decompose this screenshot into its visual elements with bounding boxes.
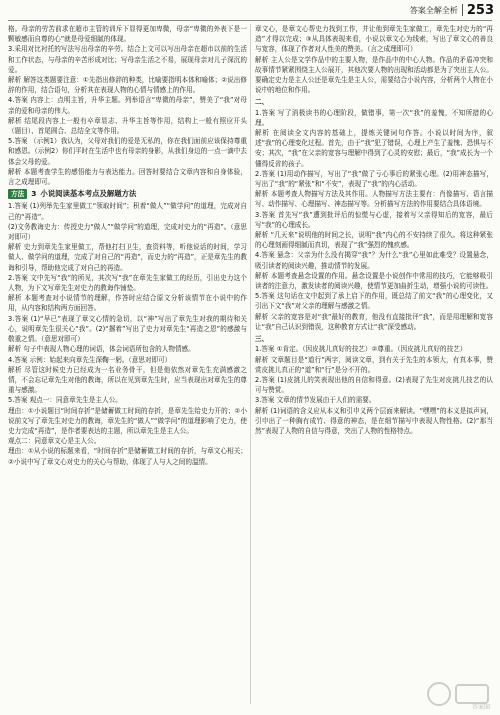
right-para-3: 1.答案 写了消极读书的心理阶段，做错事，第一次“我”的羞愧，不知所措的心理。 [255, 108, 493, 127]
right-para-9: 4.答案 悬念：父亲为什么没有揭穿“我”？为什么“我”心里如此难受？设置悬念，吸引读者的阅读兴趣，推动情节的发展。 [255, 251, 493, 270]
left-para-2: 3.采用对比衬托的写法写出母亲的辛劳。结合上文可以写出母亲在超市以前的生活和工作状态，与母亲的辛苦形成对比；写母亲生活之不易，展现母亲对儿子深沉的爱。 [8, 45, 247, 74]
left-para-7: 解析 本题考查学生的感悟能力与表达能力。回答时要结合文章内容和自身体验，言之成理即可。 [8, 167, 247, 187]
page-number: 253 [466, 2, 494, 18]
section-title: 小说阅读基本考点及解题方法 [40, 189, 137, 199]
left-para-18: 理由：①小说题目“时间存折”是储蓄做工时间的存折，是章先生给史力开的；②小说前文写了章先生对史力的教诲，章先生的“做人”“做学问”的道理影响了史力，使史力完成“再造”，是作者要表达的主题，所以章先生是主人公。 [8, 406, 247, 435]
left-para-6: 5.答案 （示例1）我认为，父母对我们的爱是无私的，你在我们面前应该保持尊重和感恩。（示例2）你们平时在生活中也有母亲的身影，从我们身边的一点一滴中去体会父母的爱。 [8, 137, 247, 166]
section-heading [8, 189, 247, 199]
right-para-2: 解析 主人公是文学作品中的主要人物，是作品中的中心人物。作品的矛盾冲突和故事情节紧紧围绕主人公展开，其他次要人物的出现和活动都是为了突出主人公。要确定史力是主人公还是章先生是主人公，需要结合小说内容，分析两个人物在小说中的地位和作用。 [255, 55, 493, 95]
left-column [8, 24, 247, 710]
section-badge: 方法 [8, 189, 27, 199]
right-para-4: 解析 在阅读全文内容的基础上，提炼关键词句作答。小说以时间为序，叙述“我”的心理变化过程。首先，由于“我”犯了错误，心理上产生了羞愧、恐惧与不安；其次，“我”在父亲的宽容与理解中得到了心灵的安慰；最后，“我”成长为一个懂得反省的孩子。 [255, 129, 493, 168]
right-para-8: 解析 “几天来”说明他的时间之长，说明“我”内心的不安持续了很久。将这种紧张的心理刻画得细腻而真切，表现了“我”强烈的愧疚感。 [255, 231, 493, 250]
left-para-15: 4.答案 示例：始起来向章先生深鞠一躬。（意思对即可） [8, 355, 172, 364]
right-section-3: 三、 [255, 335, 269, 344]
right-para-12: 解析 父亲的宽容是对“我”最好的教育，他没有直接批评“我”，而是用理解和宽容让“我”自己认识到错误，这种教育方式让“我”深受感动。 [255, 312, 493, 331]
right-para-15: 2.答案 (1)皮挑儿的笑表现出他的自信和得意。(2)表现了先生对皮挑儿技艺的认可与赞赏。 [255, 375, 493, 395]
left-para-17: 5.答案 观点一：同意章先生是主人公。 [8, 396, 122, 405]
right-para-13: 1.答案 ①肯定。（因皮挑儿真好的技艺）②尊重。（因皮挑儿真好的技艺） [255, 345, 467, 354]
page-header [410, 0, 500, 20]
header-separator [462, 4, 463, 16]
left-para-11: 2.答案 文中先写“我”的所见，其次写“我”在章先生家做工的经历，引出史力这个人物，为下文写章先生对史力的教诲作铺垫。 [8, 273, 247, 293]
right-para-1: 章文心，是章文心帮史力找到工作，并让他到章先生家做工，章先生对史力的“再造”才得以完成；③从具体表现来看，小说以章文心为线索，写出了章文心的善良与宽容，体现了作者对人性美的赞美。（言之成理即可） [255, 25, 493, 54]
header-rule [8, 20, 492, 21]
left-para-12: 解析 本题考查对小说情节的理解，作答时应结合原文分析该情节在小说中的作用，从内容和结构两方面回答。 [8, 294, 247, 313]
watermark-text: 答案圈 [471, 704, 490, 711]
section-number: 3 [31, 189, 37, 199]
left-para-14: 解析 句子中表现人物心理的词语，体会词语所包含的人物情感。 [8, 345, 195, 354]
right-para-11: 5.答案 这句话在文中起到了承上启下的作用，既总结了前文“我”的心理变化，又引出下文“我”对父亲的理解与感激之情。 [255, 292, 493, 311]
left-para-9: (2)文务教诲史力：传授史力“做人”“做学问”的道理，完成对史力的“再造”。（意思对即可） [8, 222, 247, 242]
left-para-8: 1.答案 (1)列举先生家里做工“领取时间”；积着“做人”“做学问”的道理，完成对自己的“再造”。 [8, 202, 247, 221]
header-label: 答案全解全析 [409, 5, 458, 15]
right-section-2: 二、 [255, 98, 269, 107]
right-para-14: 解析 文章题目是“道行”两字，阅读文章，到有关于先生的本领大，有真本事，赞赏皮挑儿真正的“道”和“行”是分不开的。 [255, 355, 493, 374]
column-divider [250, 24, 251, 704]
left-para-1: 格。母亲的劳苦前求在超市主管的训斥下显得更加卑微，母亲“卑微的外表下是一颗敏感而自尊的心”就是母爱细腻的体现。 [8, 25, 247, 44]
right-para-17: 解析 (1)词语的含义应从本义和引申义两个层面来解读。“嘿嘿”的本义是拟声词，引申出了一种胸有成竹、得意的神态，是在细节描写中表现人物性格。(2)“那当然”表现了人物的自信与得意，突出了人物的性格特点。 [255, 406, 493, 435]
left-para-20: 理由：①从小说的标题来看，“时间存折”是储蓄做工时间的存折，与章文心相关；②小说中写了章文心对史力的关心与帮助，体现了人与人之间的温情。 [8, 447, 247, 466]
right-para-7: 3.答案 首先写“我”遭到批评后的惊慌与心虚，接着写父亲得知后的宽容，最后写“我”的心理成长。 [255, 210, 493, 229]
right-column [255, 24, 493, 710]
right-para-5: 2.答案 (1)用动作描写，写出了“我”做了亏心事后的紧张心理。(2)用神态描写，写出了“我”的“紧张”和“不安”，表现了“我”的内心活动。 [255, 169, 493, 189]
right-para-16: 3.答案 文章的情节发展由于人们的需要。 [255, 396, 376, 405]
left-para-16: 解析 尽管这时候史力已经成为一名业务骨干，但是他依然对章先生充满感激之情，不会忘记章先生对他的教诲，所以在见到章先生时，应当表现出对章先生的尊重与感激。 [8, 365, 247, 395]
right-para-6: 解析 本题考查人物描写方法及其作用。人物描写方法主要有：肖像描写、语言描写、动作描写、心理描写、神态描写等。分析描写方法的作用要结合具体语境。 [255, 190, 493, 209]
left-para-4: 4.答案 内容上：点明主旨，升华主题。列举语言“卑微的母亲”，赞美了“我”对母亲的爱和母亲的伟大。 [8, 96, 247, 115]
left-para-5: 解析 结尾段内容上一般有卒章显志、升华主旨等作用，结构上一般有照应开头（题目）、首尾圆合、总结全文等作用。 [8, 116, 247, 136]
left-para-10: 解析 史力到章先生家里做工，帮他打扫卫生，查资料等，听他说话的时间，学习做人、做学问的道理，完成了对自己的“再造”，而史力的“再造”，正是章先生的教诲和引导，帮助他完成了对自己的再造。 [8, 243, 247, 272]
left-para-19: 观点二：同意章文心是主人公。 [8, 437, 101, 446]
right-para-10: 解析 本题考查悬念设置的作用。悬念设置是小说创作中常用的技巧，它能够吸引读者的注意力，激发读者的阅读兴趣，使情节更加曲折生动，增强小说的可读性。 [255, 271, 493, 291]
left-para-3: 解析 解答这类题要注意：①先指出修辞的种类，比喻要指明本体和喻体；②说出修辞的作用，结合语句，分析其在表现人物的心情与情感上的作用。 [8, 76, 247, 95]
left-para-13: 3.答案 (1)“早已”表现了章文心情的急切，以“神”写出了章先生对我的期待和关心，说明章先生很关心“我”。(2)“撂着”写出了史力对章先生“再造之恩”的感激与敬重之情。（意思对即可） [8, 314, 247, 344]
